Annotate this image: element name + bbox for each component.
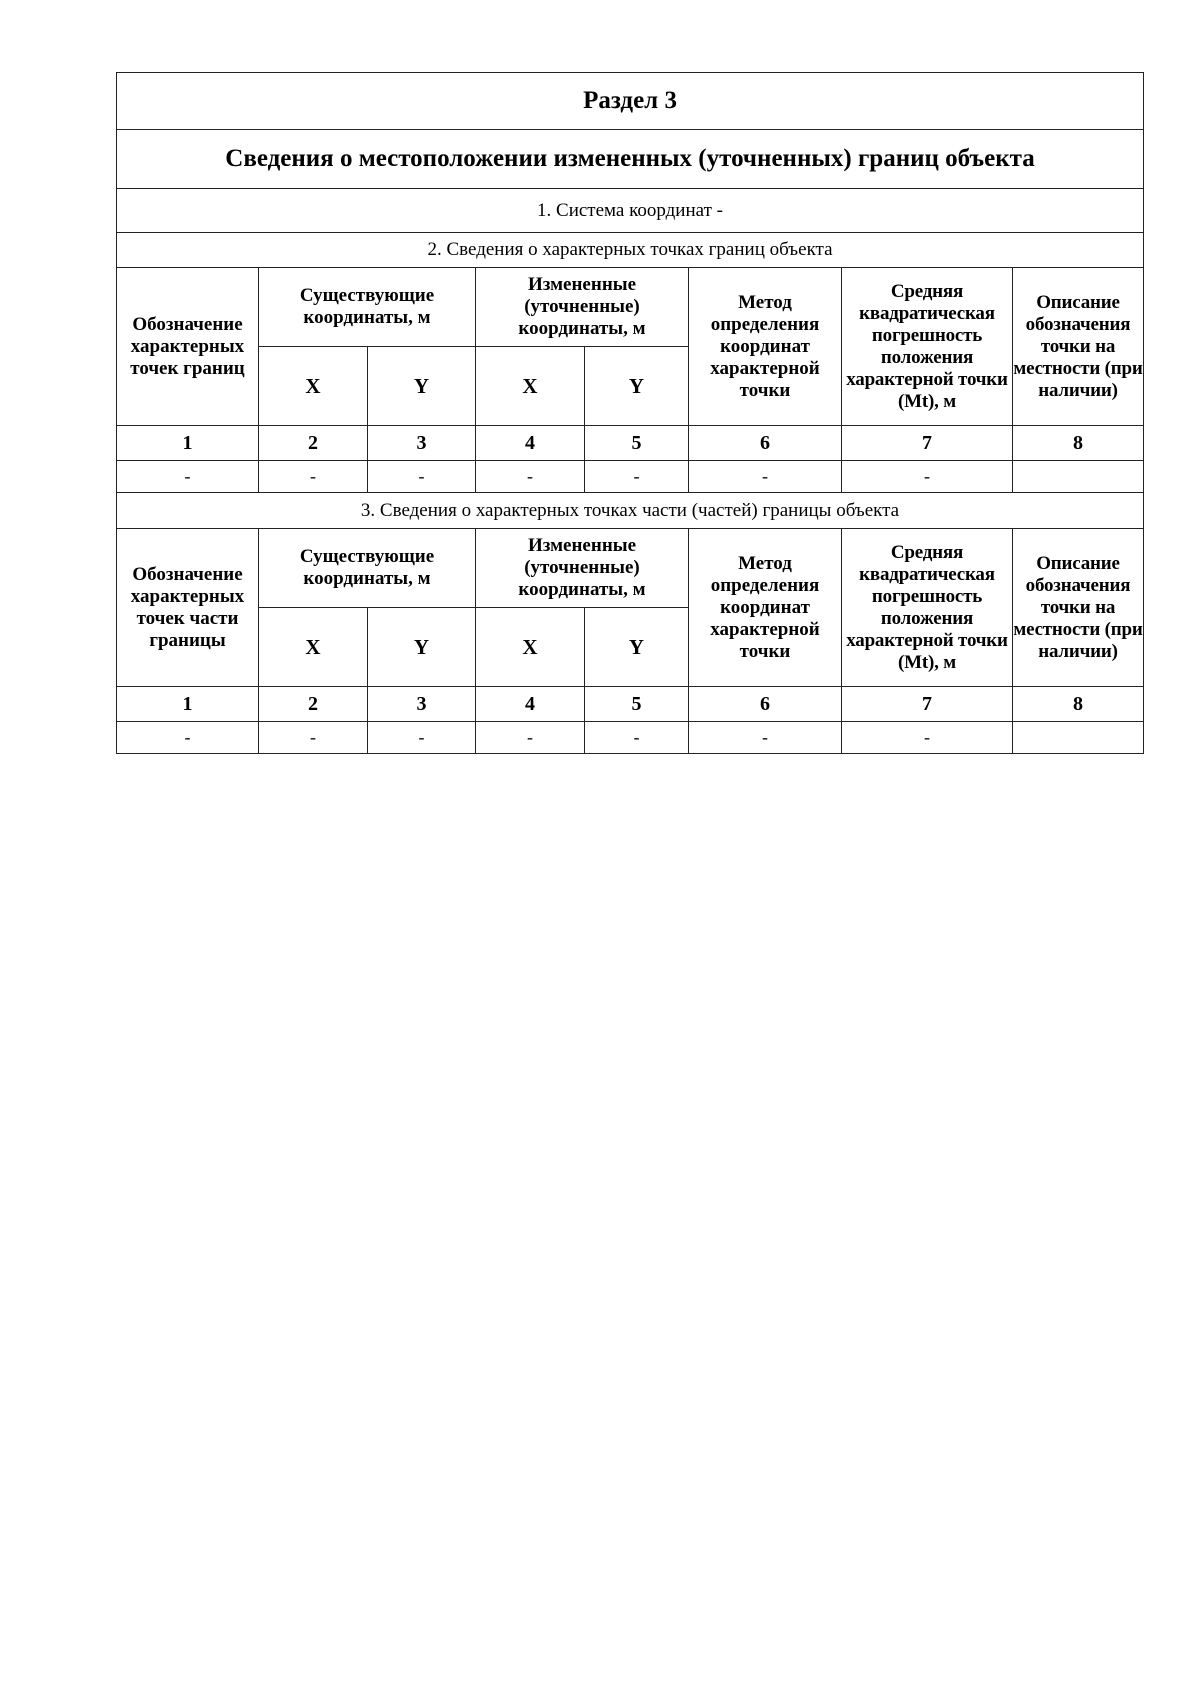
- table2-num-cell: 6: [689, 687, 842, 722]
- table2-num-cell: 5: [585, 687, 689, 722]
- table2-num-cell: 2: [259, 687, 368, 722]
- section-subtitle: Сведения о местоположении измененных (уточненных) границ объекта: [117, 130, 1144, 189]
- table1-num-cell: 8: [1013, 426, 1144, 461]
- table2-num-cell: 3: [368, 687, 476, 722]
- table1-num-cell: 7: [842, 426, 1013, 461]
- table2-col-error: Средняя квадратическая погрешность положения характерной точки (Mt), м: [842, 529, 1013, 687]
- table1-num-cell: 2: [259, 426, 368, 461]
- table1-col-designation: Обозначение характерных точек границ: [117, 268, 259, 426]
- table-row: [117, 461, 1144, 493]
- table1-num-cell: 4: [476, 426, 585, 461]
- table2-col-designation: Обозначение характерных точек части границы: [117, 529, 259, 687]
- table2-data-cell: -: [689, 722, 842, 754]
- table2-caption: 3. Сведения о характерных точках части (частей) границы объекта: [117, 493, 1144, 529]
- table1-existing-y: Y: [368, 347, 476, 426]
- section-title: Раздел 3: [117, 73, 1144, 130]
- table2-col-method: Метод определения координат характерной точки: [689, 529, 842, 687]
- table2-existing-y: Y: [368, 608, 476, 687]
- table2-num-cell: 8: [1013, 687, 1144, 722]
- table2-num-cell: 1: [117, 687, 259, 722]
- table2-data-cell: -: [476, 722, 585, 754]
- table1-number-row: [117, 426, 1144, 461]
- table1-col-error: Средняя квадратическая погрешность положения характерной точки (Mt), м: [842, 268, 1013, 426]
- table1-data-cell: -: [585, 461, 689, 493]
- table1-data-cell: -: [689, 461, 842, 493]
- table2-changed-x: X: [476, 608, 585, 687]
- table2-data-cell: -: [585, 722, 689, 754]
- table2-data-cell: [1013, 722, 1144, 754]
- table1-num-cell: 6: [689, 426, 842, 461]
- section-3-table: [116, 72, 1144, 754]
- table1-col-method: Метод определения координат характерной точки: [689, 268, 842, 426]
- table1-col-changed: Измененные (уточненные) координаты, м: [476, 268, 689, 347]
- table1-num-cell: 5: [585, 426, 689, 461]
- coordinate-system: 1. Система координат -: [117, 189, 1144, 233]
- table2-number-row: [117, 687, 1144, 722]
- table1-col-existing: Существующие координаты, м: [259, 268, 476, 347]
- table2-data-cell: -: [117, 722, 259, 754]
- table1-col-description: Описание обозначения точки на местности (при наличии): [1013, 268, 1144, 426]
- table2-col-changed: Измененные (уточненные) координаты, м: [476, 529, 689, 608]
- table-row: [117, 722, 1144, 754]
- table1-data-cell: -: [842, 461, 1013, 493]
- table1-data-cell: -: [368, 461, 476, 493]
- table2-col-existing: Существующие координаты, м: [259, 529, 476, 608]
- table1-data-cell: -: [259, 461, 368, 493]
- table1-changed-x: X: [476, 347, 585, 426]
- table1-existing-x: X: [259, 347, 368, 426]
- table2-num-cell: 7: [842, 687, 1013, 722]
- table1-changed-y: Y: [585, 347, 689, 426]
- table2-data-cell: -: [259, 722, 368, 754]
- table2-changed-y: Y: [585, 608, 689, 687]
- table1-data-cell: -: [476, 461, 585, 493]
- table1-data-cell: [1013, 461, 1144, 493]
- table1-data-cell: -: [117, 461, 259, 493]
- table1-caption: 2. Сведения о характерных точках границ объекта: [117, 233, 1144, 268]
- table2-num-cell: 4: [476, 687, 585, 722]
- table2-data-cell: -: [842, 722, 1013, 754]
- table2-col-description: Описание обозначения точки на местности (при наличии): [1013, 529, 1144, 687]
- table1-num-cell: 1: [117, 426, 259, 461]
- table1-num-cell: 3: [368, 426, 476, 461]
- table2-data-cell: -: [368, 722, 476, 754]
- table2-existing-x: X: [259, 608, 368, 687]
